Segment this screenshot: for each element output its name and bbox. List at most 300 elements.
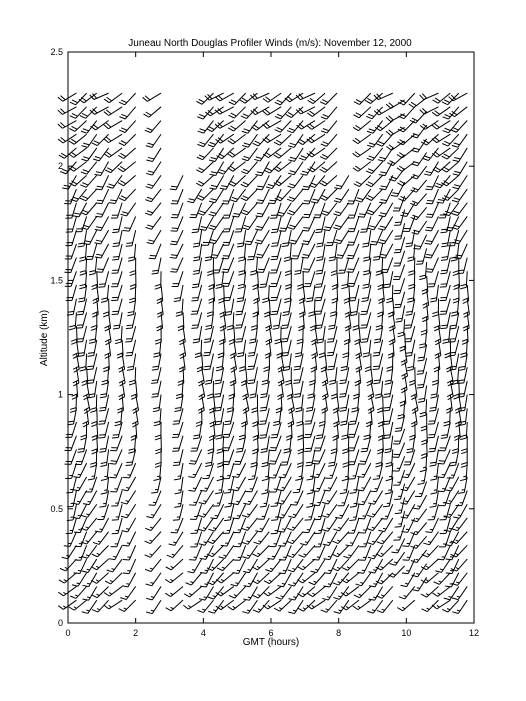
- wind-barb: [146, 600, 161, 613]
- wind-barb: [393, 278, 404, 293]
- wind-barb: [111, 491, 122, 507]
- wind-barb: [196, 162, 213, 173]
- wind-barb: [279, 545, 291, 560]
- y-tick-label: 1.5: [50, 275, 63, 286]
- wind-barb: [147, 504, 162, 518]
- wind-barb: [413, 495, 427, 509]
- wind-barb: [411, 207, 427, 219]
- wind-barb: [115, 408, 123, 425]
- wind-barb: [145, 121, 161, 133]
- wind-barb: [353, 600, 371, 609]
- wind-barb: [270, 271, 281, 286]
- wind-barb: [146, 175, 161, 188]
- wind-barb: [81, 518, 97, 530]
- wind-barb: [70, 586, 86, 598]
- wind-barb: [228, 148, 246, 157]
- wind-barb: [361, 326, 371, 342]
- wind-barb: [250, 258, 257, 276]
- wind-barb: [95, 216, 109, 230]
- wind-barb: [388, 566, 405, 577]
- wind-barb: [235, 216, 246, 232]
- wind-barb: [281, 449, 292, 465]
- wind-barb: [267, 545, 281, 559]
- wind-barb: [196, 175, 213, 186]
- wind-barb: [452, 436, 459, 454]
- wind-barb: [197, 600, 213, 612]
- wind-barb: [392, 456, 404, 471]
- wind-barb: [241, 189, 258, 201]
- wind-barb: [167, 545, 183, 557]
- wind-barb: [412, 577, 426, 591]
- wind-barb: [83, 573, 97, 587]
- wind-barb: [223, 203, 234, 218]
- wind-barb: [188, 477, 201, 491]
- wind-barb: [121, 491, 136, 504]
- wind-barb: [451, 573, 467, 586]
- wind-barb: [58, 93, 77, 101]
- wind-barb: [306, 285, 315, 302]
- wind-barb: [234, 545, 246, 560]
- wind-barb: [446, 545, 459, 559]
- wind-barb: [252, 545, 269, 556]
- wind-barb: [387, 155, 404, 166]
- wind-barb: [444, 586, 459, 599]
- wind-barb: [221, 532, 234, 546]
- wind-barb: [321, 121, 337, 133]
- wind-barb: [172, 436, 183, 452]
- x-tick-label: 0: [65, 628, 71, 638]
- wind-barb: [200, 559, 213, 573]
- wind-barb: [242, 134, 257, 147]
- wind-barb: [287, 532, 303, 544]
- wind-barb: [228, 600, 246, 610]
- wind-barb: [145, 532, 161, 544]
- wind-barb: [75, 545, 87, 560]
- wind-barb: [146, 148, 161, 162]
- wind-barb: [278, 559, 291, 574]
- wind-barb: [366, 175, 383, 186]
- wind-barb: [355, 573, 370, 586]
- wind-barb: [452, 175, 467, 188]
- wind-barb: [369, 573, 383, 587]
- wind-barb: [239, 422, 246, 440]
- wind-barb: [452, 518, 468, 531]
- wind-barb: [329, 244, 337, 261]
- wind-barb: [111, 203, 122, 218]
- wind-barb: [307, 586, 325, 596]
- wind-barb: [451, 545, 468, 557]
- wind-barb: [186, 573, 202, 585]
- chart-title: Juneau North Douglas Profiler Winds (m/s): November 12, 2000: [128, 38, 412, 49]
- wind-barb: [275, 93, 292, 105]
- wind-barb: [242, 518, 258, 531]
- wind-barb: [398, 107, 415, 119]
- wind-barb: [264, 573, 281, 584]
- wind-barb: [123, 545, 136, 560]
- wind-barb: [69, 134, 87, 144]
- wind-barb: [366, 189, 383, 200]
- wind-barb: [313, 203, 325, 218]
- wind-barb: [386, 141, 404, 150]
- wind-barb: [286, 107, 303, 118]
- wind-barb: [392, 443, 404, 458]
- wind-barb: [65, 449, 77, 464]
- wind-barb: [320, 175, 337, 186]
- wind-barb: [81, 121, 97, 134]
- wind-barb: [222, 189, 234, 204]
- wind-barb: [80, 189, 97, 201]
- wind-barb: [375, 121, 393, 131]
- wind-barb: [166, 559, 183, 570]
- wind-barb: [152, 258, 161, 274]
- wind-barb: [143, 107, 161, 117]
- wind-barb: [92, 586, 109, 597]
- wind-barb: [367, 600, 382, 613]
- wind-barb: [96, 258, 109, 273]
- wind-barb: [146, 586, 161, 599]
- wind-barb: [393, 264, 405, 279]
- wind-barb: [307, 148, 325, 157]
- wind-barb: [240, 93, 258, 103]
- wind-barb: [223, 216, 234, 231]
- wind-barb: [255, 216, 269, 230]
- wind-barb: [92, 600, 109, 612]
- wind-barb: [378, 230, 393, 244]
- wind-barb: [82, 559, 97, 572]
- wind-barb: [92, 134, 109, 145]
- wind-barb: [123, 559, 136, 574]
- wind-barb: [173, 449, 183, 465]
- wind-barb: [426, 203, 439, 218]
- wind-barb: [359, 532, 371, 547]
- wind-barb: [271, 491, 281, 507]
- wind-barb: [146, 134, 161, 147]
- wind-barb: [69, 600, 87, 610]
- wind-barb: [223, 285, 234, 301]
- wind-barb: [434, 175, 450, 188]
- wind-barb: [171, 203, 183, 218]
- wind-barb: [420, 107, 439, 114]
- wind-barb: [222, 244, 234, 259]
- wind-barb: [112, 299, 123, 315]
- wind-barb: [400, 203, 414, 217]
- wind-barb: [263, 148, 281, 158]
- wind-barb: [289, 586, 304, 600]
- wind-barb: [410, 536, 426, 548]
- wind-barb: [107, 175, 122, 188]
- wind-barb: [364, 422, 371, 440]
- wind-barb: [271, 299, 281, 315]
- wind-barb: [187, 559, 201, 573]
- wind-barb: [95, 162, 109, 176]
- wind-barb: [354, 107, 371, 118]
- wind-barb: [62, 545, 77, 558]
- wind-barb: [104, 600, 122, 609]
- wind-barb: [120, 586, 135, 599]
- wind-barb: [109, 545, 122, 559]
- wind-barb: [422, 600, 439, 611]
- wind-barb: [425, 244, 439, 258]
- wind-barb: [288, 600, 303, 613]
- wind-barb: [253, 586, 270, 598]
- wind-barb: [432, 134, 450, 142]
- wind-barb: [394, 292, 405, 308]
- wind-barb: [196, 93, 213, 104]
- wind-barb: [121, 203, 136, 216]
- wind-barb: [113, 312, 122, 329]
- wind-barb: [288, 559, 304, 572]
- wind-barb: [443, 203, 459, 216]
- wind-barb: [217, 559, 234, 571]
- wind-barb: [145, 189, 161, 202]
- y-tick-label: 0: [57, 618, 63, 628]
- wind-barb: [105, 573, 122, 584]
- wind-barb: [233, 504, 246, 518]
- wind-barb: [435, 559, 450, 572]
- wind-barb: [219, 545, 234, 558]
- wind-barb: [315, 312, 325, 328]
- wind-barb: [274, 175, 292, 185]
- wind-barb: [424, 162, 438, 176]
- wind-barb: [412, 221, 427, 234]
- wind-barb: [288, 162, 303, 175]
- wind-barb: [333, 573, 349, 585]
- wind-barb: [73, 203, 87, 217]
- wind-barb: [119, 134, 136, 145]
- wind-barb: [191, 312, 201, 328]
- wind-barb-layer: [58, 93, 470, 613]
- wind-barb: [443, 121, 459, 133]
- wind-barb: [224, 477, 234, 493]
- wind-barb: [122, 477, 136, 491]
- wind-barb: [271, 422, 282, 438]
- wind-barb: [411, 180, 427, 192]
- wind-barb: [425, 230, 439, 244]
- wind-barb: [263, 107, 281, 115]
- wind-barb: [376, 545, 393, 556]
- wind-barb: [357, 463, 371, 477]
- wind-barb: [58, 134, 76, 143]
- wind-barb: [421, 134, 438, 145]
- wind-barb: [69, 148, 87, 158]
- y-axis-label: Altitude (km): [39, 309, 50, 367]
- wind-barb: [353, 121, 371, 131]
- wind-barb: [183, 600, 201, 609]
- wind-barb: [230, 189, 246, 202]
- wind-barb: [200, 477, 213, 491]
- wind-barb: [165, 586, 183, 596]
- wind-barb: [207, 559, 224, 570]
- wind-barb: [341, 573, 359, 583]
- wind-barb: [257, 258, 269, 273]
- wind-barb: [288, 216, 304, 229]
- wind-barb: [243, 573, 257, 587]
- wind-barb: [309, 573, 325, 585]
- wind-barb: [410, 194, 426, 206]
- wind-barb: [107, 559, 122, 572]
- wind-barb: [170, 175, 183, 189]
- wind-barb: [287, 518, 303, 530]
- wind-barb: [425, 175, 438, 189]
- wind-barb: [397, 600, 414, 611]
- x-axis-label: GMT (hours): [242, 637, 300, 648]
- wind-barb: [147, 230, 161, 244]
- wind-barb: [119, 121, 135, 133]
- wind-barb: [259, 271, 269, 287]
- wind-barb: [332, 532, 348, 544]
- wind-barb: [80, 175, 96, 187]
- wind-barb: [205, 93, 224, 100]
- wind-barb: [305, 436, 315, 452]
- wind-barb: [282, 230, 292, 246]
- wind-barb: [410, 111, 427, 123]
- wind-barb: [171, 216, 183, 231]
- y-tick-label: 2: [57, 161, 63, 172]
- wind-barb: [81, 162, 97, 175]
- wind-barb: [197, 134, 213, 146]
- wind-barb: [205, 244, 214, 261]
- wind-barb: [366, 408, 372, 426]
- wind-barb: [432, 586, 450, 596]
- wind-barb: [401, 477, 415, 491]
- wind-barb: [413, 235, 426, 249]
- wind-barb: [268, 189, 281, 204]
- wind-barb: [348, 216, 359, 231]
- wind-barb: [315, 216, 325, 232]
- wind-barb: [95, 518, 109, 532]
- wind-barb: [112, 504, 122, 520]
- wind-barb: [64, 436, 76, 451]
- wind-barb: [451, 559, 467, 571]
- wind-barb: [121, 504, 136, 518]
- wind-barb: [314, 504, 325, 519]
- wind-barb: [383, 271, 392, 288]
- wind-barb: [58, 586, 76, 595]
- wind-barb: [353, 162, 371, 172]
- wind-barb: [209, 203, 224, 216]
- wind-barb: [273, 162, 291, 172]
- wind-barb: [189, 449, 202, 464]
- wind-barb: [172, 271, 183, 286]
- wind-barb: [109, 189, 122, 203]
- wind-barb: [170, 230, 183, 245]
- wind-barb: [451, 532, 468, 544]
- wind-barb: [122, 518, 136, 532]
- wind-barb: [302, 216, 315, 231]
- wind-barb: [309, 367, 315, 385]
- wind-barb: [65, 244, 77, 259]
- wind-barb: [399, 586, 415, 598]
- wind-barb: [251, 121, 269, 131]
- wind-barb: [426, 189, 439, 204]
- wind-barb: [110, 477, 122, 492]
- wind-barb: [98, 271, 108, 287]
- y-tick-label: 1: [57, 389, 63, 400]
- wind-barb: [256, 203, 270, 217]
- wind-barb: [81, 216, 96, 229]
- wind-barb: [66, 285, 77, 301]
- x-tick-label: 6: [268, 628, 274, 638]
- wind-barb: [397, 162, 415, 172]
- wind-barb: [376, 559, 393, 570]
- wind-barb: [294, 258, 303, 275]
- wind-barb: [453, 148, 468, 162]
- wind-barb: [378, 216, 393, 230]
- wind-barb: [288, 148, 303, 161]
- wind-barb: [304, 271, 315, 286]
- wind-barb: [358, 504, 371, 519]
- wind-barb: [145, 203, 161, 215]
- wind-barb: [291, 244, 303, 259]
- wind-barb: [232, 463, 245, 477]
- wind-barb: [274, 148, 292, 158]
- wind-barb: [432, 121, 450, 130]
- wind-barb: [437, 463, 450, 478]
- wind-barb: [379, 175, 392, 189]
- wind-barb: [323, 545, 336, 559]
- wind-barb: [69, 121, 86, 132]
- wind-barb: [169, 532, 183, 546]
- wind-barb: [119, 107, 135, 119]
- wind-barb: [441, 162, 459, 172]
- wind-barb: [80, 422, 86, 440]
- wind-barb: [346, 244, 358, 259]
- wind-barb: [338, 258, 349, 274]
- x-tick-label: 10: [401, 628, 412, 638]
- wind-barb: [353, 134, 371, 143]
- wind-barb: [237, 230, 246, 247]
- wind-barb: [104, 93, 122, 103]
- wind-barb: [428, 436, 438, 452]
- wind-barb: [228, 134, 246, 144]
- wind-barb: [274, 134, 291, 145]
- wind-barb: [341, 586, 359, 596]
- wind-barb: [126, 230, 136, 246]
- wind-barb: [95, 203, 108, 217]
- wind-barb: [377, 600, 393, 612]
- wind-barb: [143, 93, 162, 101]
- wind-barb: [302, 175, 315, 189]
- wind-barb: [460, 271, 467, 289]
- wind-barb: [451, 121, 468, 133]
- wind-barb: [256, 189, 269, 203]
- wind-barb: [342, 559, 359, 570]
- wind-barb: [110, 463, 123, 478]
- wind-barb: [393, 470, 404, 485]
- wind-barb: [146, 162, 161, 175]
- wind-barb: [96, 189, 109, 204]
- wind-barb: [421, 573, 439, 583]
- wind-barb: [104, 134, 122, 142]
- wind-barb: [324, 559, 337, 573]
- wind-barb: [398, 121, 415, 132]
- wind-barb: [374, 93, 393, 100]
- wind-barb: [91, 121, 109, 130]
- wind-barb: [444, 408, 451, 426]
- wind-barb: [145, 545, 161, 557]
- wind-barb: [89, 258, 97, 275]
- wind-barb: [65, 271, 77, 286]
- y-tick-label: 0.5: [50, 503, 63, 514]
- wind-barb: [190, 203, 202, 218]
- wind-barb: [241, 408, 247, 427]
- wind-barb: [225, 299, 234, 316]
- wind-barb: [101, 285, 109, 302]
- wind-barb: [145, 216, 161, 229]
- wind-barb: [123, 216, 136, 231]
- wind-barb: [58, 600, 76, 609]
- wind-barb: [119, 93, 136, 105]
